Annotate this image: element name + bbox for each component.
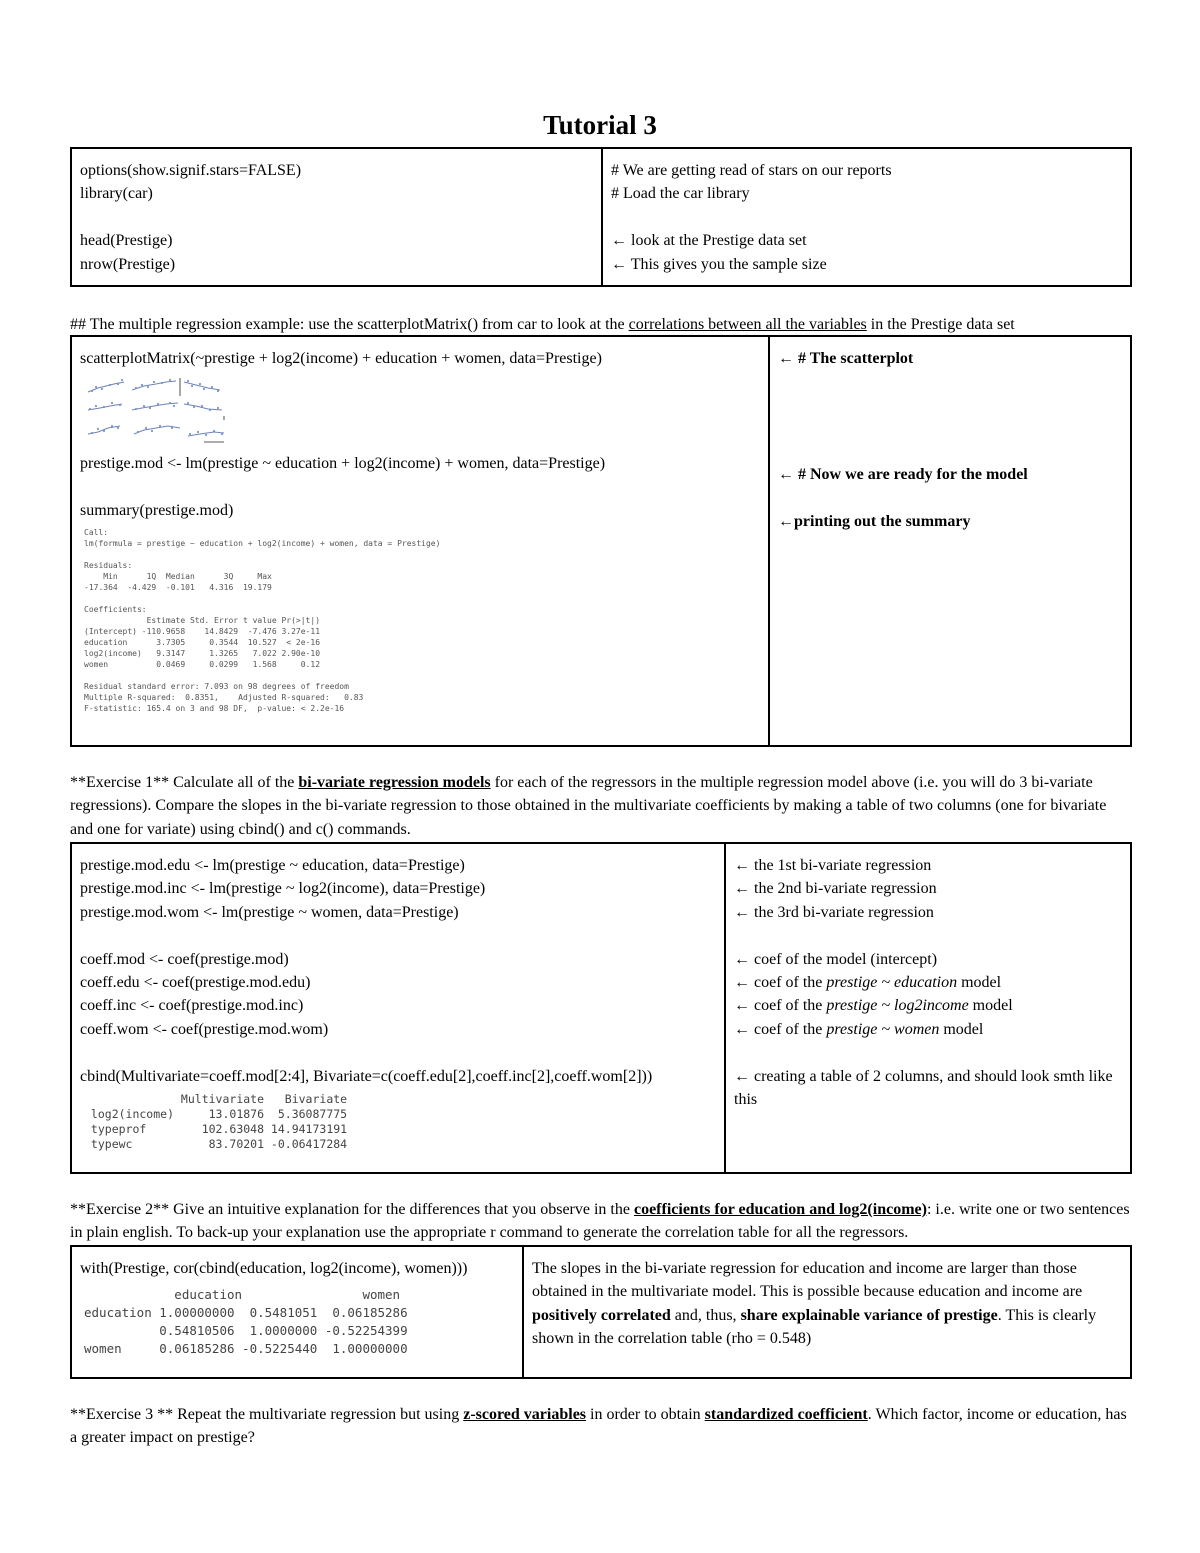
summary-note: ←printing out the summary [778, 513, 971, 531]
note-line: # Load the car library [611, 185, 750, 203]
intro-paragraph: ## The multiple regression example: use the scatterplotMatrix() from car to look at the correlations between all the variables in the Prestige data set [70, 316, 1015, 333]
model-code-table [70, 335, 1132, 747]
exercise-3-highlight: standardized coefficient [704, 1406, 868, 1423]
model-code-cell [71, 336, 769, 746]
intro-underlined: correlations between all the variables [628, 316, 867, 333]
page-title: Tutorial 3 [543, 110, 657, 140]
code-line: head(Prestige) [80, 232, 173, 250]
note-line: ← coef of the prestige ~ women model [734, 1020, 984, 1038]
cbind-output: Multivariate Bivariate log2(income) 13.01876 5.36087775 typeprof 102.63048 14.94173191 typewc 83.70201 -0.06417284 [90, 1092, 348, 1152]
code-line: coeff.inc <- coef(prestige.mod.inc) [80, 997, 304, 1015]
code-line: coeff.mod <- coef(prestige.mod) [80, 950, 289, 968]
setup-code-cell [71, 148, 602, 286]
scatterplot-matrix-thumbnail [84, 376, 229, 448]
note-line: # We are getting read of stars on our reports [611, 162, 892, 179]
summary-output: Call: lm(formula = prestige ~ education + log2(income) + women, data = Prestige) Residuals: Min 1Q Median 3Q Max -17.364 -4.429 -0.101 4.316 19.179 Coefficients: Estimate Std. Error t value Pr(>|t|) (Intercept) -110.9658 14.8429 -7.476 3.27e-11 education 3.7305 0.3544 10.527 < 2e-16 log2(income) 9.3147 1.3265 7.022 2.90e-10 women 0.0469 0.0299 1.568 0.12 Residual standard error: 7.093 on 98 degrees of freedom Multiple R-squared: 0.8351, Adjusted R-squared: 0.83 F-statistic: 165.4 on 3 and 98 DF, p-value: < 2.2e-16 [84, 527, 441, 713]
answer-emphasis: positively correlated [532, 1306, 671, 1324]
note-line: ← the 1st bi-variate regression [734, 857, 932, 874]
code-line: coeff.wom <- coef(prestige.mod.wom) [80, 1020, 329, 1038]
exercise-1-text: **Exercise 1** Calculate all of the bi-variate regression models for each of the regressors in the multiple regression model above (i.e. you will do 3 bi-variate regressions). Compare the slopes in the bi-variate regression to those obtained in the multivariate coefficients by making a table of two columns (one for bivariate and one for variate) using cbind() and c() commands. [70, 774, 1107, 838]
code-line: coeff.edu <- coef(prestige.mod.edu) [80, 974, 311, 992]
exercise-2-highlight: coefficients for education and log2(income) [633, 1201, 927, 1218]
bivariate-notes-cell [725, 843, 1131, 1173]
setup-notes-cell [602, 148, 1131, 286]
scatter-command: scatterplotMatrix(~prestige + log2(income) + education + women, data=Prestige) [80, 350, 602, 367]
scatter-note: ← # The scatterplot [778, 350, 914, 367]
correlation-code-cell [71, 1246, 523, 1378]
note-line: ← the 2nd bi-variate regression [734, 880, 937, 898]
bivariate-code-cell [71, 843, 725, 1173]
cor-output: education women education 1.00000000 0.5481051 0.06185286 0.54810506 1.0000000 -0.52254399 women 0.06185286 -0.5225440 1.00000000 [84, 1287, 408, 1357]
code-line: nrow(Prestige) [80, 255, 176, 273]
note-line: ← the 3rd bi-variate regression [734, 903, 934, 921]
cbind-command: cbind(Multivariate=coeff.mod[2:4], Bivariate=c(coeff.edu[2],coeff.inc[2],coeff.wom[2])) [80, 1067, 653, 1085]
bivariate-code-table [70, 842, 1132, 1174]
model-notes-cell [769, 336, 1131, 746]
note-line: ← creating a table of 2 columns, and should look smth like this [734, 1067, 1117, 1109]
note-line: ← coef of the model (intercept) [734, 950, 938, 968]
model-command: prestige.mod <- lm(prestige ~ education + log2(income) + women, data=Prestige) [80, 455, 606, 473]
note-line: ← This gives you the sample size [611, 255, 827, 273]
code-line: prestige.mod.edu <- lm(prestige ~ education, data=Prestige) [80, 857, 465, 874]
exercise-2-text: **Exercise 2** Give an intuitive explanation for the differences that you observe in the coefficients for education and log2(income): i.e. write one or two sentences in plain english. To back-up your explanation use the appropriate r command to generate the correlation table for all the regressors. [70, 1201, 1130, 1242]
setup-code-table [70, 147, 1132, 287]
exercise-1-highlight: bi-variate regression models [298, 774, 491, 791]
answer-emphasis: share explainable variance of prestige [740, 1306, 998, 1324]
exercise-3-highlight: z-scored variables [463, 1406, 587, 1423]
cor-command: with(Prestige, cor(cbind(education, log2(income), women))) [80, 1260, 468, 1277]
summary-command: summary(prestige.mod) [80, 502, 234, 520]
code-line: prestige.mod.inc <- lm(prestige ~ log2(income), data=Prestige) [80, 880, 486, 898]
note-line: ← coef of the prestige ~ log2income model [734, 997, 1013, 1015]
code-line: options(show.signif.stars=FALSE) [80, 162, 302, 179]
note-line: ← look at the Prestige data set [611, 232, 807, 250]
model-note: ← # Now we are ready for the model [778, 466, 1028, 484]
note-line: ← coef of the prestige ~ education model [734, 974, 1002, 992]
code-line: library(car) [80, 185, 153, 203]
exercise-3-text: **Exercise 3 ** Repeat the multivariate regression but using z-scored variables in order to obtain standardized coefficient. Which factor, income or education, has a greater impact on prestige? [70, 1406, 1127, 1447]
correlation-table [70, 1245, 1132, 1379]
code-line: prestige.mod.wom <- lm(prestige ~ women, data=Prestige) [80, 903, 459, 921]
answer-cell: The slopes in the bi-variate regression for education and income are larger than those obtained in the multivariate model. This is possible because education and income are positively correlated and, thus, share explainable variance of prestige. This is clearly shown in the correlation table (rho = 0.548) [523, 1246, 1131, 1378]
